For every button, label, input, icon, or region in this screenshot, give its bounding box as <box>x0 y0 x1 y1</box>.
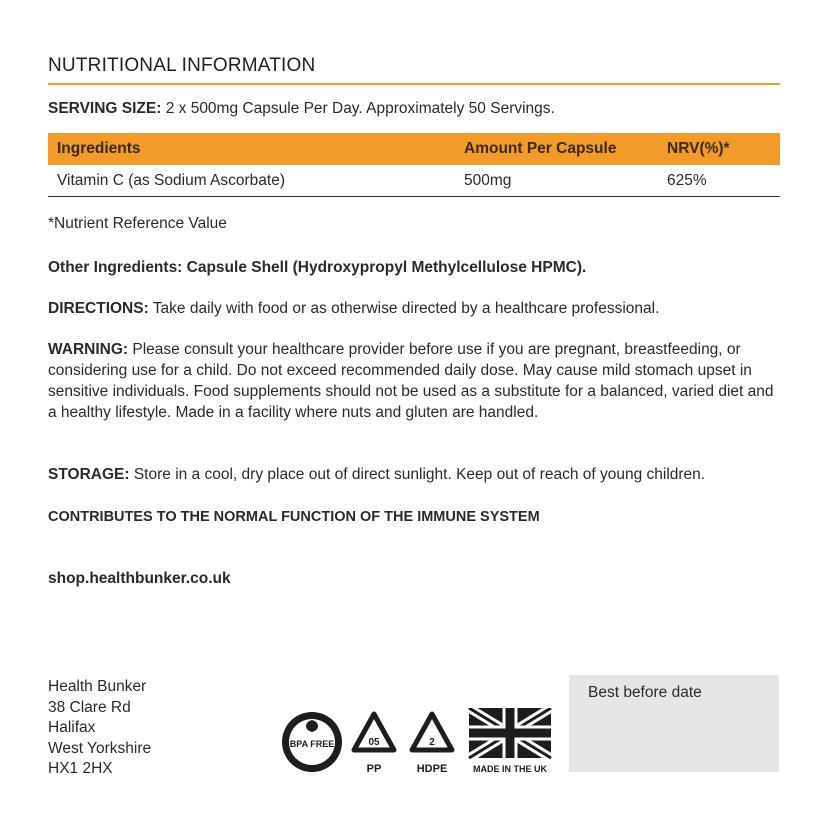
address-line: Halifax <box>48 719 96 736</box>
address-line: Health Bunker <box>48 678 147 695</box>
best-before-box <box>569 675 779 772</box>
directions-label: DIRECTIONS: <box>48 300 149 317</box>
directions-text: Take daily with food or as otherwise directed by a healthcare professional. <box>148 300 660 317</box>
warning-label: WARNING: <box>48 341 129 358</box>
immune-claim: CONTRIBUTES TO THE NORMAL FUNCTION OF THE IMMUNE SYSTEM <box>48 509 540 525</box>
hdpe-label: HDPE <box>416 763 448 775</box>
header-ingredients: Ingredients <box>48 133 455 165</box>
footnote: *Nutrient Reference Value <box>48 215 227 232</box>
table-header-row <box>48 133 780 165</box>
hdpe-code: 2 <box>429 737 435 748</box>
bpa-free-icon <box>282 712 342 772</box>
directions <box>48 298 780 319</box>
made-in-uk-label: MADE IN THE UK <box>473 764 547 774</box>
hdpe-recycle-icon <box>412 714 452 775</box>
serving-text: 2 x 500mg Capsule Per Day. Approximately 50 Servings. <box>161 100 555 117</box>
cell-nrv: 625% <box>658 165 780 197</box>
cell-ingredient: Vitamin C (as Sodium Ascorbate) <box>48 165 455 197</box>
pp-code: 05 <box>368 737 380 748</box>
packaging-icons <box>282 708 554 778</box>
pp-recycle-icon <box>354 714 394 775</box>
address-line: 38 Clare Rd <box>48 698 131 716</box>
page-title: NUTRITIONAL INFORMATION <box>48 55 316 76</box>
title-divider <box>48 83 780 85</box>
other-ingredients: Other Ingredients: Capsule Shell (Hydroxypropyl Methylcellulose HPMC). <box>48 259 587 276</box>
cell-amount: 500mg <box>455 165 658 197</box>
bpa-free-text: BPA FREE <box>289 739 335 749</box>
warning-text: Please consult your healthcare provider before use if you are pregnant, breastfeeding, or considering use for a child. Do not exceed recommended daily dose. May cause mild stomach upset in sensitive individuals. Food supplements should not be used as a substitute for a balanced, varied diet and a healthy lifestyle. Made in a facility where nuts and gluten are handled. <box>48 341 774 421</box>
header-amount: Amount Per Capsule <box>455 133 658 165</box>
nutrition-table <box>48 133 780 197</box>
serving-size <box>48 100 555 118</box>
shop-url: shop.healthbunker.co.uk <box>48 570 231 587</box>
storage <box>48 464 780 485</box>
storage-text: Store in a cool, dry place out of direct sunlight. Keep out of reach of young children. <box>129 466 706 483</box>
header-nrv: NRV(%)* <box>658 133 780 165</box>
address-block <box>48 677 151 780</box>
warning <box>48 339 780 423</box>
table-row <box>48 165 780 197</box>
serving-label: SERVING SIZE: <box>48 100 162 117</box>
best-before-label: Best before date <box>588 684 702 701</box>
storage-label: STORAGE: <box>48 466 130 483</box>
pp-label: PP <box>366 763 382 775</box>
address-line: West Yorkshire <box>48 739 152 757</box>
address-line: HX1 2HX <box>48 760 113 777</box>
union-jack-icon <box>469 708 551 774</box>
